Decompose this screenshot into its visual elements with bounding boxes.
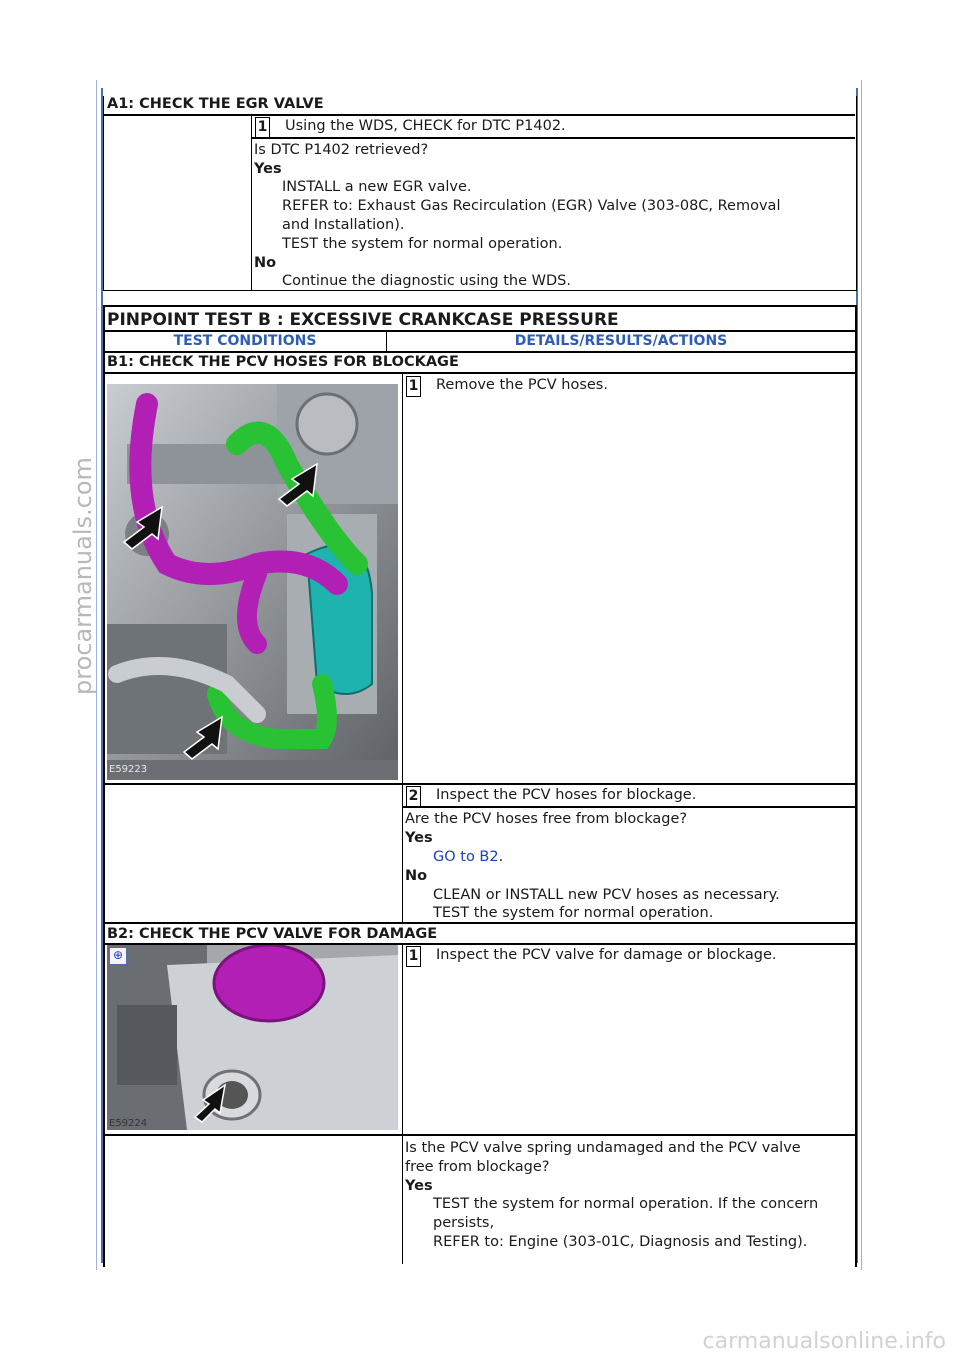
b1-yes-suffix: . [498, 849, 504, 865]
b2-yes-line-3: REFER to: Engine (303-01C, Diagnosis and Testing). [433, 1234, 808, 1250]
b2-yes-line-2: persists, [433, 1215, 495, 1231]
b2-question-line-1: Is the PCV valve spring undamaged and the PCV valve [405, 1140, 801, 1156]
b1-image-caption-bar [107, 760, 398, 780]
a1-step1-number: 1 [255, 117, 270, 138]
a1-yes-line-1: INSTALL a new EGR valve. [282, 179, 472, 195]
b1-step2-text: Inspect the PCV hoses for blockage. [436, 787, 697, 803]
b1-question: Are the PCV hoses free from blockage? [405, 811, 688, 827]
b1-no-line-1: CLEAN or INSTALL new PCV hoses as necessary. [433, 887, 780, 903]
b1-step2-rule [403, 806, 855, 808]
go-to-b2-link[interactable]: GO to B2 [433, 849, 499, 865]
a1-col-divider [251, 115, 252, 290]
b2-step1-number: 1 [406, 946, 421, 967]
a1-heading-rule [103, 114, 855, 116]
b1-step1-text: Remove the PCV hoses. [436, 377, 608, 393]
col-header-details: DETAILS/RESULTS/ACTIONS [514, 333, 728, 349]
b1-no-label: No [405, 868, 428, 884]
col-header-test-conditions: TEST CONDITIONS [173, 333, 317, 349]
oil-cap-shape [214, 945, 324, 1021]
b1-step1-number: 1 [406, 376, 421, 397]
a1-no-line-1: Continue the diagnostic using the WDS. [282, 273, 571, 289]
b2-col-divider [402, 944, 403, 1264]
side-watermark: procarmanuals.com [69, 457, 97, 695]
a1-yes-line-2: REFER to: Exhaust Gas Recirculation (EGR) Valve (303-08C, Removal [282, 198, 781, 214]
a1-no-label: No [254, 255, 277, 271]
b2-yes-line-1: TEST the system for normal operation. If the concern [433, 1196, 819, 1212]
zoom-icon[interactable]: ⊕ [109, 947, 127, 965]
a1-step-rule [252, 137, 855, 139]
a1-yes-line-4: TEST the system for normal operation. [282, 236, 563, 252]
b1-heading: B1: CHECK THE PCV HOSES FOR BLOCKAGE [107, 354, 459, 370]
b1-image-label: E59223 [109, 764, 148, 775]
b1-engine-illustration [107, 384, 398, 780]
page-frame-right-outer [861, 80, 862, 1270]
b1-engine-drawing [107, 384, 398, 780]
b2-heading: B2: CHECK THE PCV VALVE FOR DAMAGE [107, 926, 438, 942]
a1-question: Is DTC P1402 retrieved? [254, 142, 429, 158]
b1-heading-rule [103, 372, 855, 374]
b2-heading-top-rule [103, 922, 855, 924]
testb-title: PINPOINT TEST B : EXCESSIVE CRANKCASE PRESSURE [107, 310, 619, 330]
b2-image-row-rule [103, 1134, 855, 1136]
b1-yes-line [433, 848, 503, 867]
b2-yes-label: Yes [405, 1178, 433, 1194]
a1-yes-label: Yes [254, 161, 282, 177]
b2-step1-text: Inspect the PCV valve for damage or blockage. [436, 947, 777, 963]
footer-watermark: carmanualsonline.info [702, 1329, 946, 1354]
b2-question-line-2: free from blockage? [405, 1159, 550, 1175]
a1-heading: A1: CHECK THE EGR VALVE [107, 96, 324, 112]
b1-image-row-rule [103, 783, 855, 785]
b2-image-label: E59224 [109, 1118, 148, 1129]
b1-no-line-2: TEST the system for normal operation. [433, 905, 714, 921]
a1-step1-text: Using the WDS, CHECK for DTC P1402. [285, 118, 566, 134]
a1-yes-line-3: and Installation). [282, 217, 405, 233]
b1-yes-label: Yes [405, 830, 433, 846]
b1-step2-number: 2 [406, 786, 421, 807]
b2-engine-drawing [107, 945, 398, 1130]
b1-col-divider [402, 373, 403, 923]
col-header-divider [386, 331, 387, 351]
b2-engine-illustration [107, 945, 398, 1130]
